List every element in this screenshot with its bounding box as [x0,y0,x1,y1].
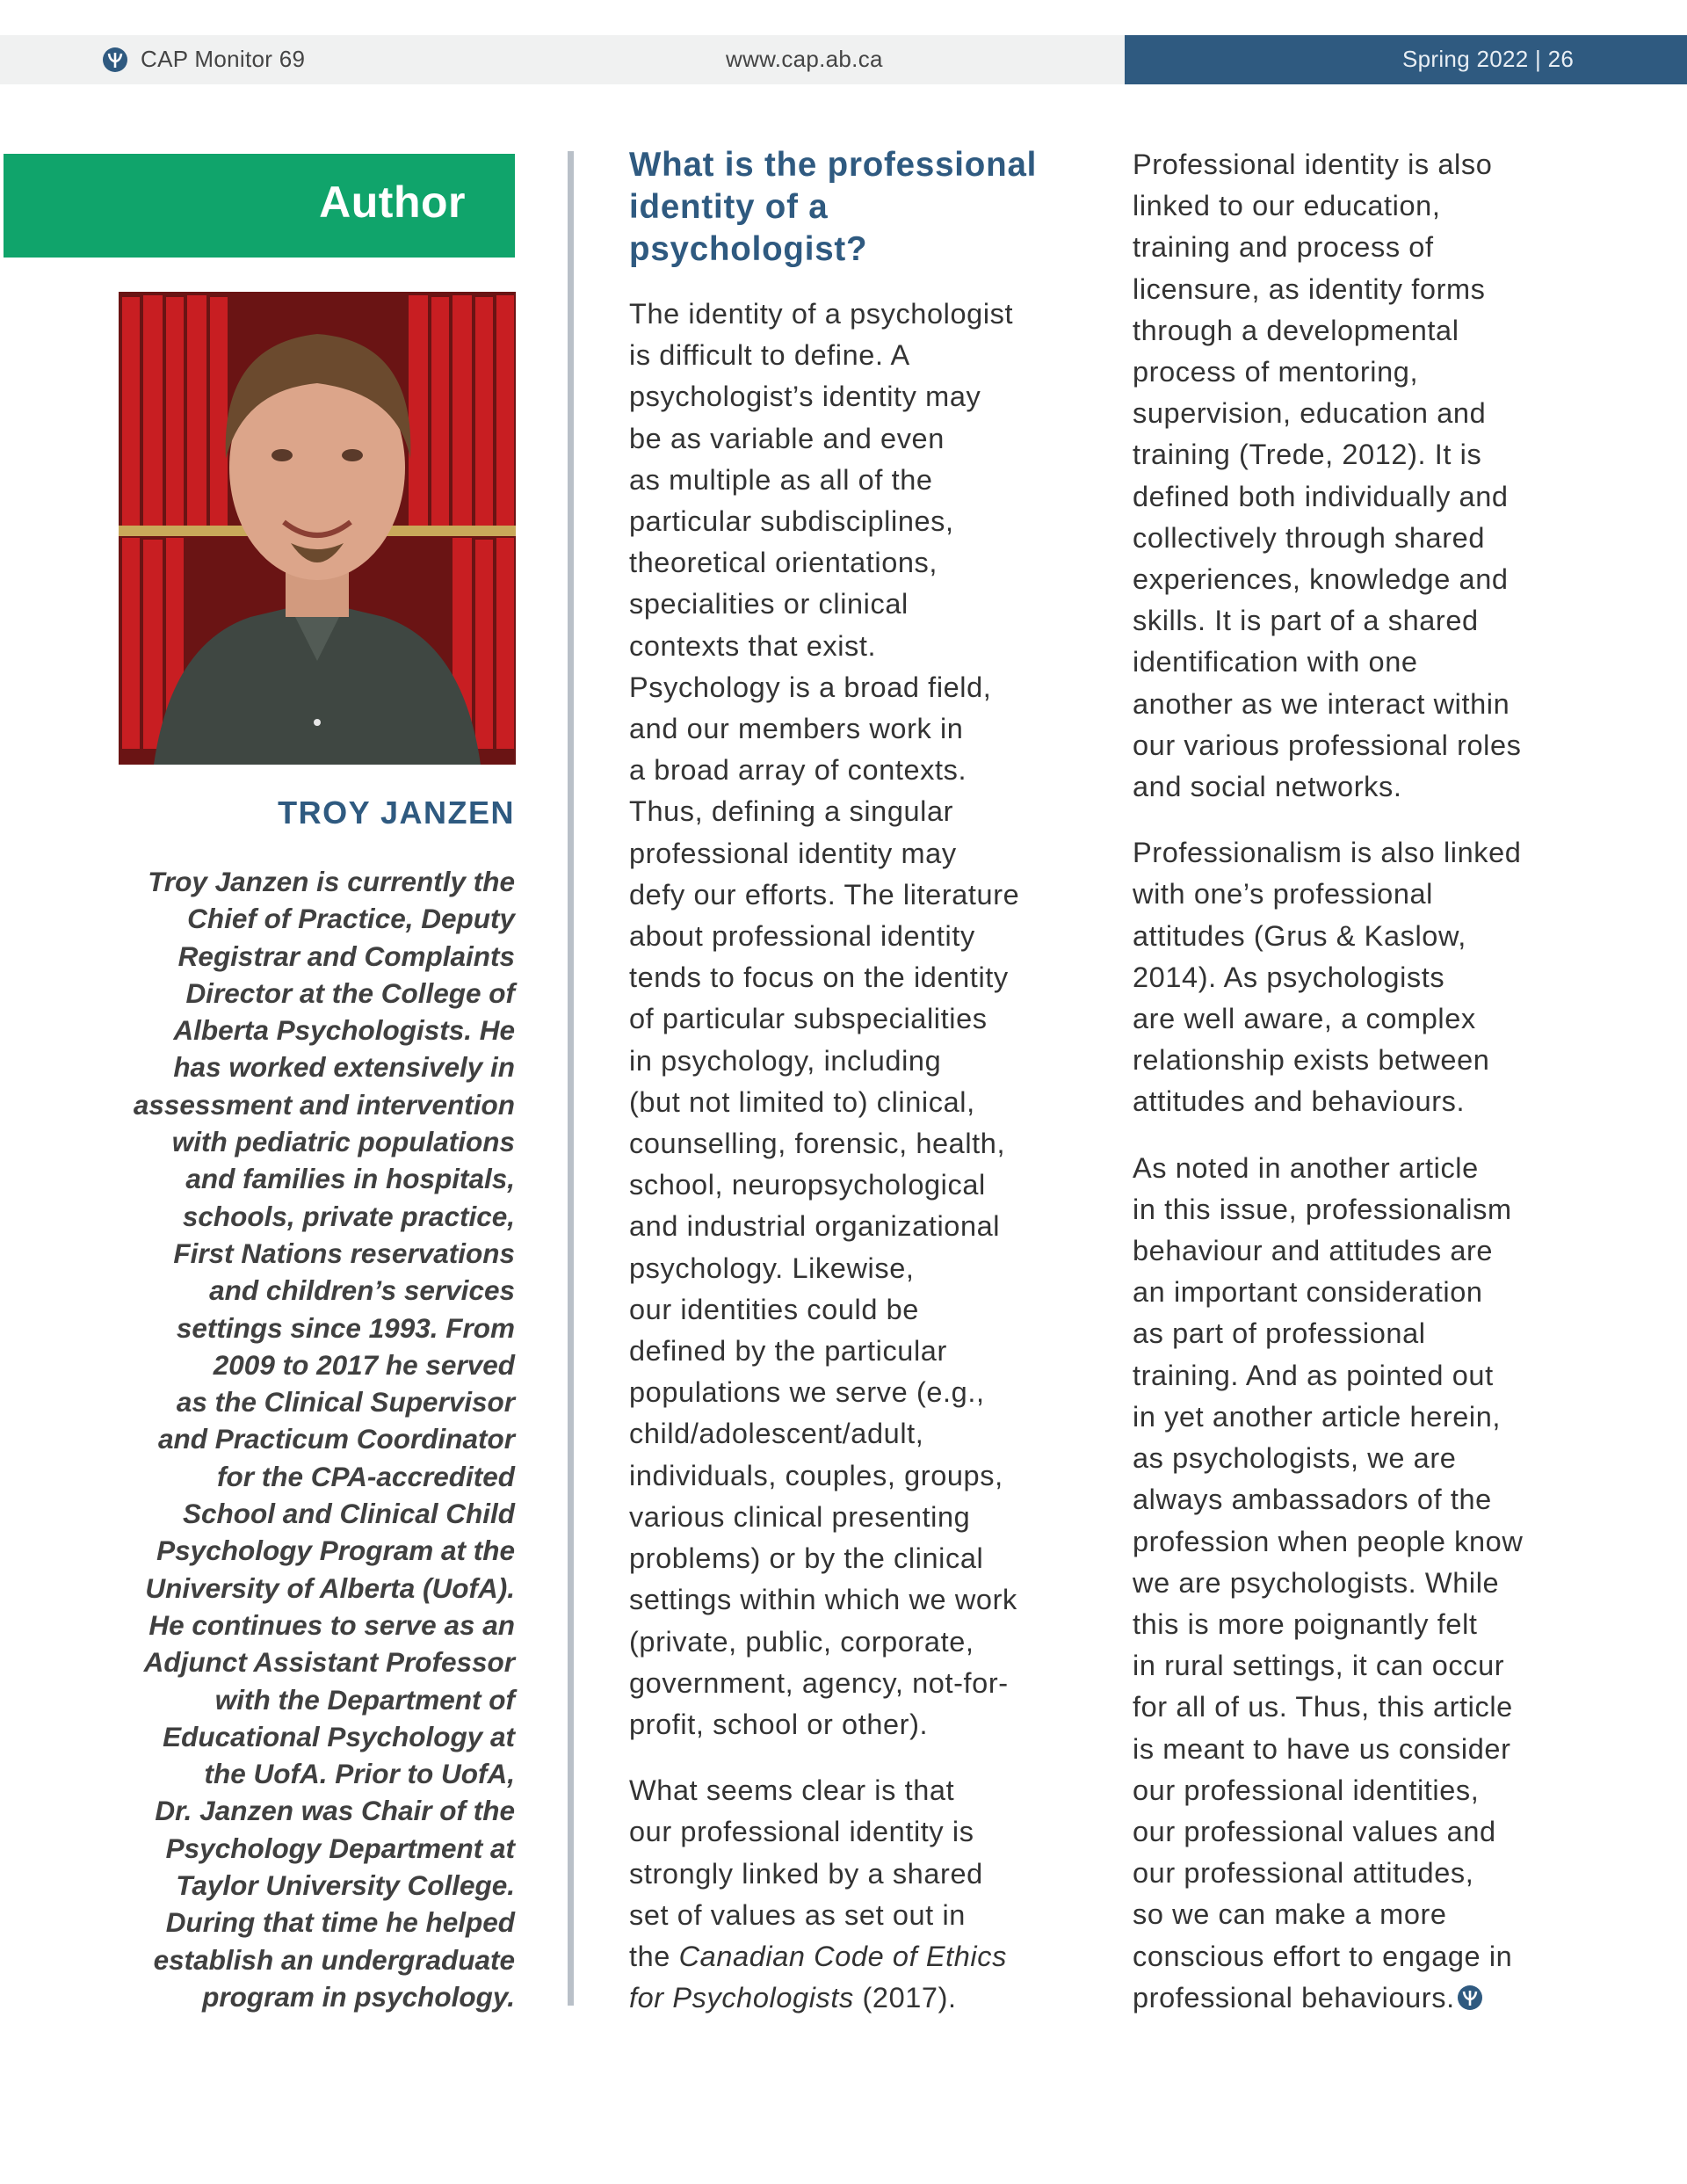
text-line: Thus, defining a singular [629,795,954,828]
bio-line: First Nations reservations [173,1237,515,1269]
text-line [629,1936,1086,1977]
text-line: various clinical presenting [629,1500,971,1533]
text-line: theoretical orientations, [629,547,938,579]
bio-line: for the CPA-accredited [217,1460,515,1492]
heading-line: identity of a [629,188,829,226]
text-line: and industrial organizational [629,1210,1001,1243]
text-line: Psychology is a broad field, [629,671,992,703]
text-line: so we can make a more [1133,1898,1447,1931]
text-line: profession when people know [1133,1525,1524,1557]
text-line: an important consideration [1133,1276,1483,1309]
text-line: settings within which we work [629,1584,1017,1616]
paragraph-professional-attitudes [1133,832,1604,1122]
bio-line: Alberta Psychologists. He [173,1014,515,1047]
text-line: attitudes (Grus & Kaslow, [1133,919,1466,952]
text-line: 2014). As psychologists [1133,961,1445,993]
website-url[interactable]: www.cap.ab.ca [726,46,883,72]
text-line: individuals, couples, groups, [629,1459,1003,1491]
text-line: our identities could be [629,1293,919,1325]
text-line: experiences, knowledge and [1133,563,1509,596]
text-line: psychologist’s identity may [629,381,981,413]
bio-line: Registrar and Complaints [177,940,515,972]
text-line: this is more poignantly felt [1133,1607,1478,1640]
text-line: Professional identity is also [1133,149,1493,180]
text-line: Professionalism is also linked [1133,837,1522,869]
heading-line: What is the professional [629,146,1038,184]
text-line: identification with one [1133,646,1418,678]
bio-line: Psychology Program at the [156,1535,515,1567]
text-line: behaviour and attitudes are [1133,1235,1494,1267]
bio-line: and Practicum Coordinator [157,1423,515,1455]
bio-line: schools, private practice, [182,1200,515,1232]
text-line: (private, public, corporate, [629,1625,974,1658]
text-line: we are psychologists. While [1133,1566,1500,1599]
text-line: and our members work in [629,713,964,745]
text-line: always ambassadors of the [1133,1484,1492,1516]
paragraph-ambassadors [1133,1148,1604,2019]
text-line: strongly linked by a shared [629,1857,983,1890]
text-line: for all of us. Thus, this article [1133,1691,1513,1723]
author-banner-label: Author [319,178,466,227]
text-fragment: professional behaviours. [1133,1981,1455,2013]
text-line: through a developmental [1133,314,1459,346]
text-line: The identity of a psychologist [629,298,1014,330]
bio-line: and families in hospitals, [185,1163,515,1195]
text-line: psychology. Likewise, [629,1252,915,1284]
code-of-ethics-title-cont: for Psychologists [629,1982,854,2014]
bio-line: with the Department of [214,1683,515,1716]
text-line: defined both individually and [1133,480,1509,512]
author-portrait-image [119,292,516,765]
text-line: a broad array of contexts. [629,754,967,787]
text-line: collectively through shared [1133,521,1485,554]
text-line: profit, school or other). [629,1708,929,1740]
text-line: of particular subspecialities [629,1003,988,1035]
text-line: in psychology, including [629,1044,942,1077]
text-line: conscious effort to engage in [1133,1940,1513,1972]
bio-line: establish an undergraduate [153,1943,515,1976]
text-line: as part of professional [1133,1317,1426,1350]
text-line: our professional attitudes, [1133,1857,1474,1890]
author-bio [35,863,515,2015]
text-line: is meant to have us consider [1133,1732,1511,1765]
author-banner [4,154,515,258]
text-line [1133,1977,1604,2019]
text-line: relationship exists between [1133,1044,1490,1077]
bio-line: settings since 1993. From [176,1311,515,1344]
bio-line: assessment and intervention [133,1088,515,1121]
text-line: defy our efforts. The literature [629,878,1020,911]
text-line: about professional identity [629,920,975,953]
text-line: (but not limited to) clinical, [629,1085,975,1118]
text-line: another as we interact within [1133,687,1510,720]
text-line: What seems clear is that [629,1774,955,1807]
bio-line: with pediatric populations [171,1126,515,1158]
text-line: licensure, as identity forms [1133,272,1486,305]
text-line: child/adolescent/adult, [629,1418,924,1450]
bio-line: has worked extensively in [173,1051,515,1084]
page-header [0,35,1687,84]
bio-line: the UofA. Prior to UofA, [204,1758,515,1790]
paragraph-shared-values [629,1770,1086,2019]
bio-line: Taylor University College. [176,1869,515,1902]
bio-line: Adjunct Assistant Professor [143,1646,515,1679]
text-line: specialities or clinical [629,588,909,620]
text-fragment: (2017). [853,1982,957,2014]
text-line: our professional values and [1133,1815,1496,1847]
bio-line: University of Alberta (UofA). [145,1571,515,1604]
text-line: counselling, forensic, health, [629,1128,1006,1160]
text-line: contexts that exist. [629,629,877,662]
text-line: our various professional roles [1133,729,1522,761]
code-of-ethics-title: Canadian Code of Ethics [678,1940,1007,1972]
paragraph-education-licensure [1133,144,1604,808]
issue-page-number: Spring 2022 | 26 [1402,46,1575,72]
bio-line: and children’s services [209,1274,515,1307]
publication-name: CAP Monitor 69 [141,46,306,72]
text-line: attitudes and behaviours. [1133,1085,1466,1118]
bio-line: Troy Janzen is currently the [148,866,515,897]
bio-line: Chief of Practice, Deputy [187,903,515,935]
text-line: set of values as set out in [629,1898,966,1931]
text-line: in rural settings, it can occur [1133,1650,1505,1682]
text-line: are well aware, a complex [1133,1003,1476,1035]
text-line: linked to our education, [1133,190,1441,222]
text-line: training (Trede, 2012). It is [1133,439,1482,471]
text-line: in yet another article herein, [1133,1400,1502,1433]
author-name: TROY JANZEN [278,795,515,831]
text-line: tends to focus on the identity [629,961,1009,994]
text-fragment: the [629,1940,679,1972]
text-line: our professional identity is [629,1816,974,1848]
text-line: As noted in another article [1133,1151,1479,1184]
end-of-article-icon [1457,1984,1483,2011]
author-photo [119,292,516,765]
text-line: as multiple as all of the [629,463,933,496]
bio-line: program in psychology. [202,1980,515,2013]
text-line: government, agency, not-for- [629,1666,1009,1699]
bio-line: School and Clinical Child [182,1498,515,1530]
text-line: school, neuropsychological [629,1169,986,1201]
bio-line: He continues to serve as an [148,1608,515,1641]
text-line: problems) or by the clinical [629,1542,984,1575]
bio-line: as the Clinical Supervisor [176,1386,515,1419]
article-heading [629,144,1086,271]
text-line: as psychologists, we are [1133,1442,1457,1475]
text-line: with one’s professional [1133,878,1434,911]
text-line: particular subdisciplines, [629,505,954,538]
text-line: in this issue, professionalism [1133,1193,1512,1225]
bio-line: 2009 to 2017 he served [213,1348,515,1381]
text-line: and social networks. [1133,771,1402,803]
text-line: is difficult to define. A [629,339,910,372]
bio-line: During that time he helped [165,1906,515,1939]
text-line: process of mentoring, [1133,356,1419,388]
text-line: defined by the particular [629,1335,947,1368]
text-line: our professional identities, [1133,1774,1480,1806]
text-line: training and process of [1133,231,1434,264]
text-line: professional identity may [629,837,957,869]
text-line [629,1977,1086,2019]
text-line: be as variable and even [629,422,945,454]
text-line: supervision, education and [1133,397,1487,430]
bio-line: Director at the College of [185,976,515,1009]
paragraph-identity-definition [629,294,1086,1745]
cap-logo-icon [102,47,128,73]
text-line: skills. It is part of a shared [1133,605,1479,637]
article-column-2 [629,144,1086,2043]
text-line: populations we serve (e.g., [629,1376,985,1409]
article-column-3 [1133,144,1604,2043]
bio-line: Psychology Department at [165,1832,515,1864]
bio-line: Dr. Janzen was Chair of the [155,1795,515,1827]
text-line: training. And as pointed out [1133,1359,1494,1391]
bio-line: Educational Psychology at [163,1720,515,1752]
heading-line: psychologist? [629,230,868,268]
column-divider [568,151,574,2006]
